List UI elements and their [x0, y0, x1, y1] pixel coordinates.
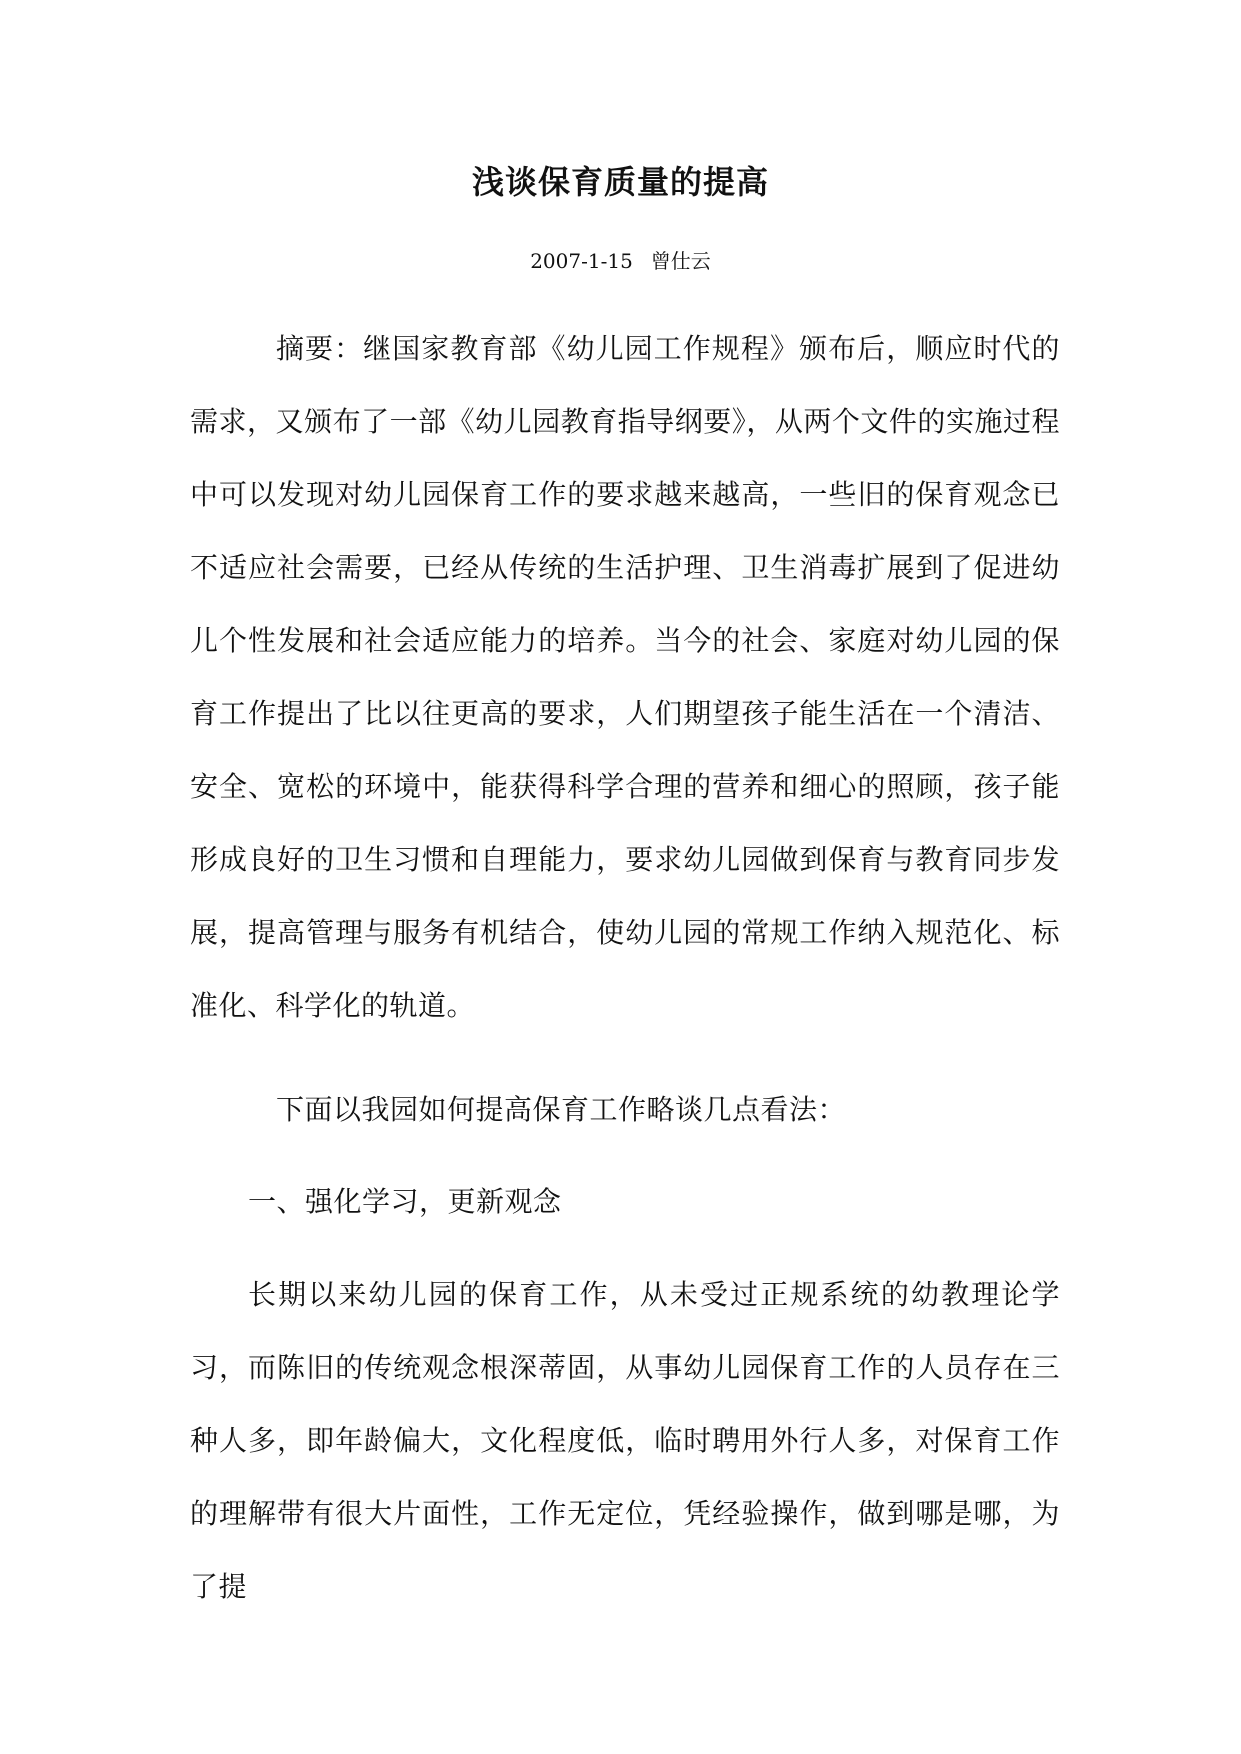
- intro-block: [190, 1073, 1060, 1146]
- section-heading: 一、强化学习，更新观念: [248, 1185, 562, 1218]
- intro-paragraph: 下面以我园如何提高保育工作略谈几点看法：: [276, 1093, 847, 1126]
- section-body-block: [190, 1258, 1060, 1623]
- document-title: 浅谈保育质量的提高: [471, 163, 769, 201]
- section-heading-block: [190, 1165, 1060, 1238]
- publish-date: 2007-1-15: [530, 249, 633, 273]
- section-paragraph: 长期以来幼儿园的保育工作，从未受过正规系统的幼教理论学习，而陈旧的传统观念根深蒂固，从事幼儿园保育工作的人员存在三种人多，即年龄偏大，文化程度低，临时聘用外行人多，对保育工作的理解带有很大片面性，工作无定位，凭经验操作，做到哪是哪，为了提: [190, 1278, 1060, 1603]
- abstract-paragraph: 摘要：继国家教育部《幼儿园工作规程》颁布后，顺应时代的需求，又颁布了一部《幼儿园教育指导纲要》，从两个文件的实施过程中可以发现对幼儿园保育工作的要求越来越高，一些旧的保育观念已不适应社会需要，已经从传统的生活护理、卫生消毒扩展到了促进幼儿个性发展和社会适应能力的培养。当今的社会、家庭对幼儿园的保育工作提出了比以往更高的要求，人们期望孩子能生活在一个清洁、安全、宽松的环境中，能获得科学合理的营养和细心的照顾，孩子能形成良好的卫生习惯和自理能力，要求幼儿园做到保育与教育同步发展，提高管理与服务有机结合，使幼儿园的常规工作纳入规范化、标准化、科学化的轨道。: [190, 332, 1060, 1022]
- byline: [0, 248, 1241, 274]
- author-name: 曾仕云: [650, 249, 711, 273]
- abstract-block: [190, 312, 1060, 1042]
